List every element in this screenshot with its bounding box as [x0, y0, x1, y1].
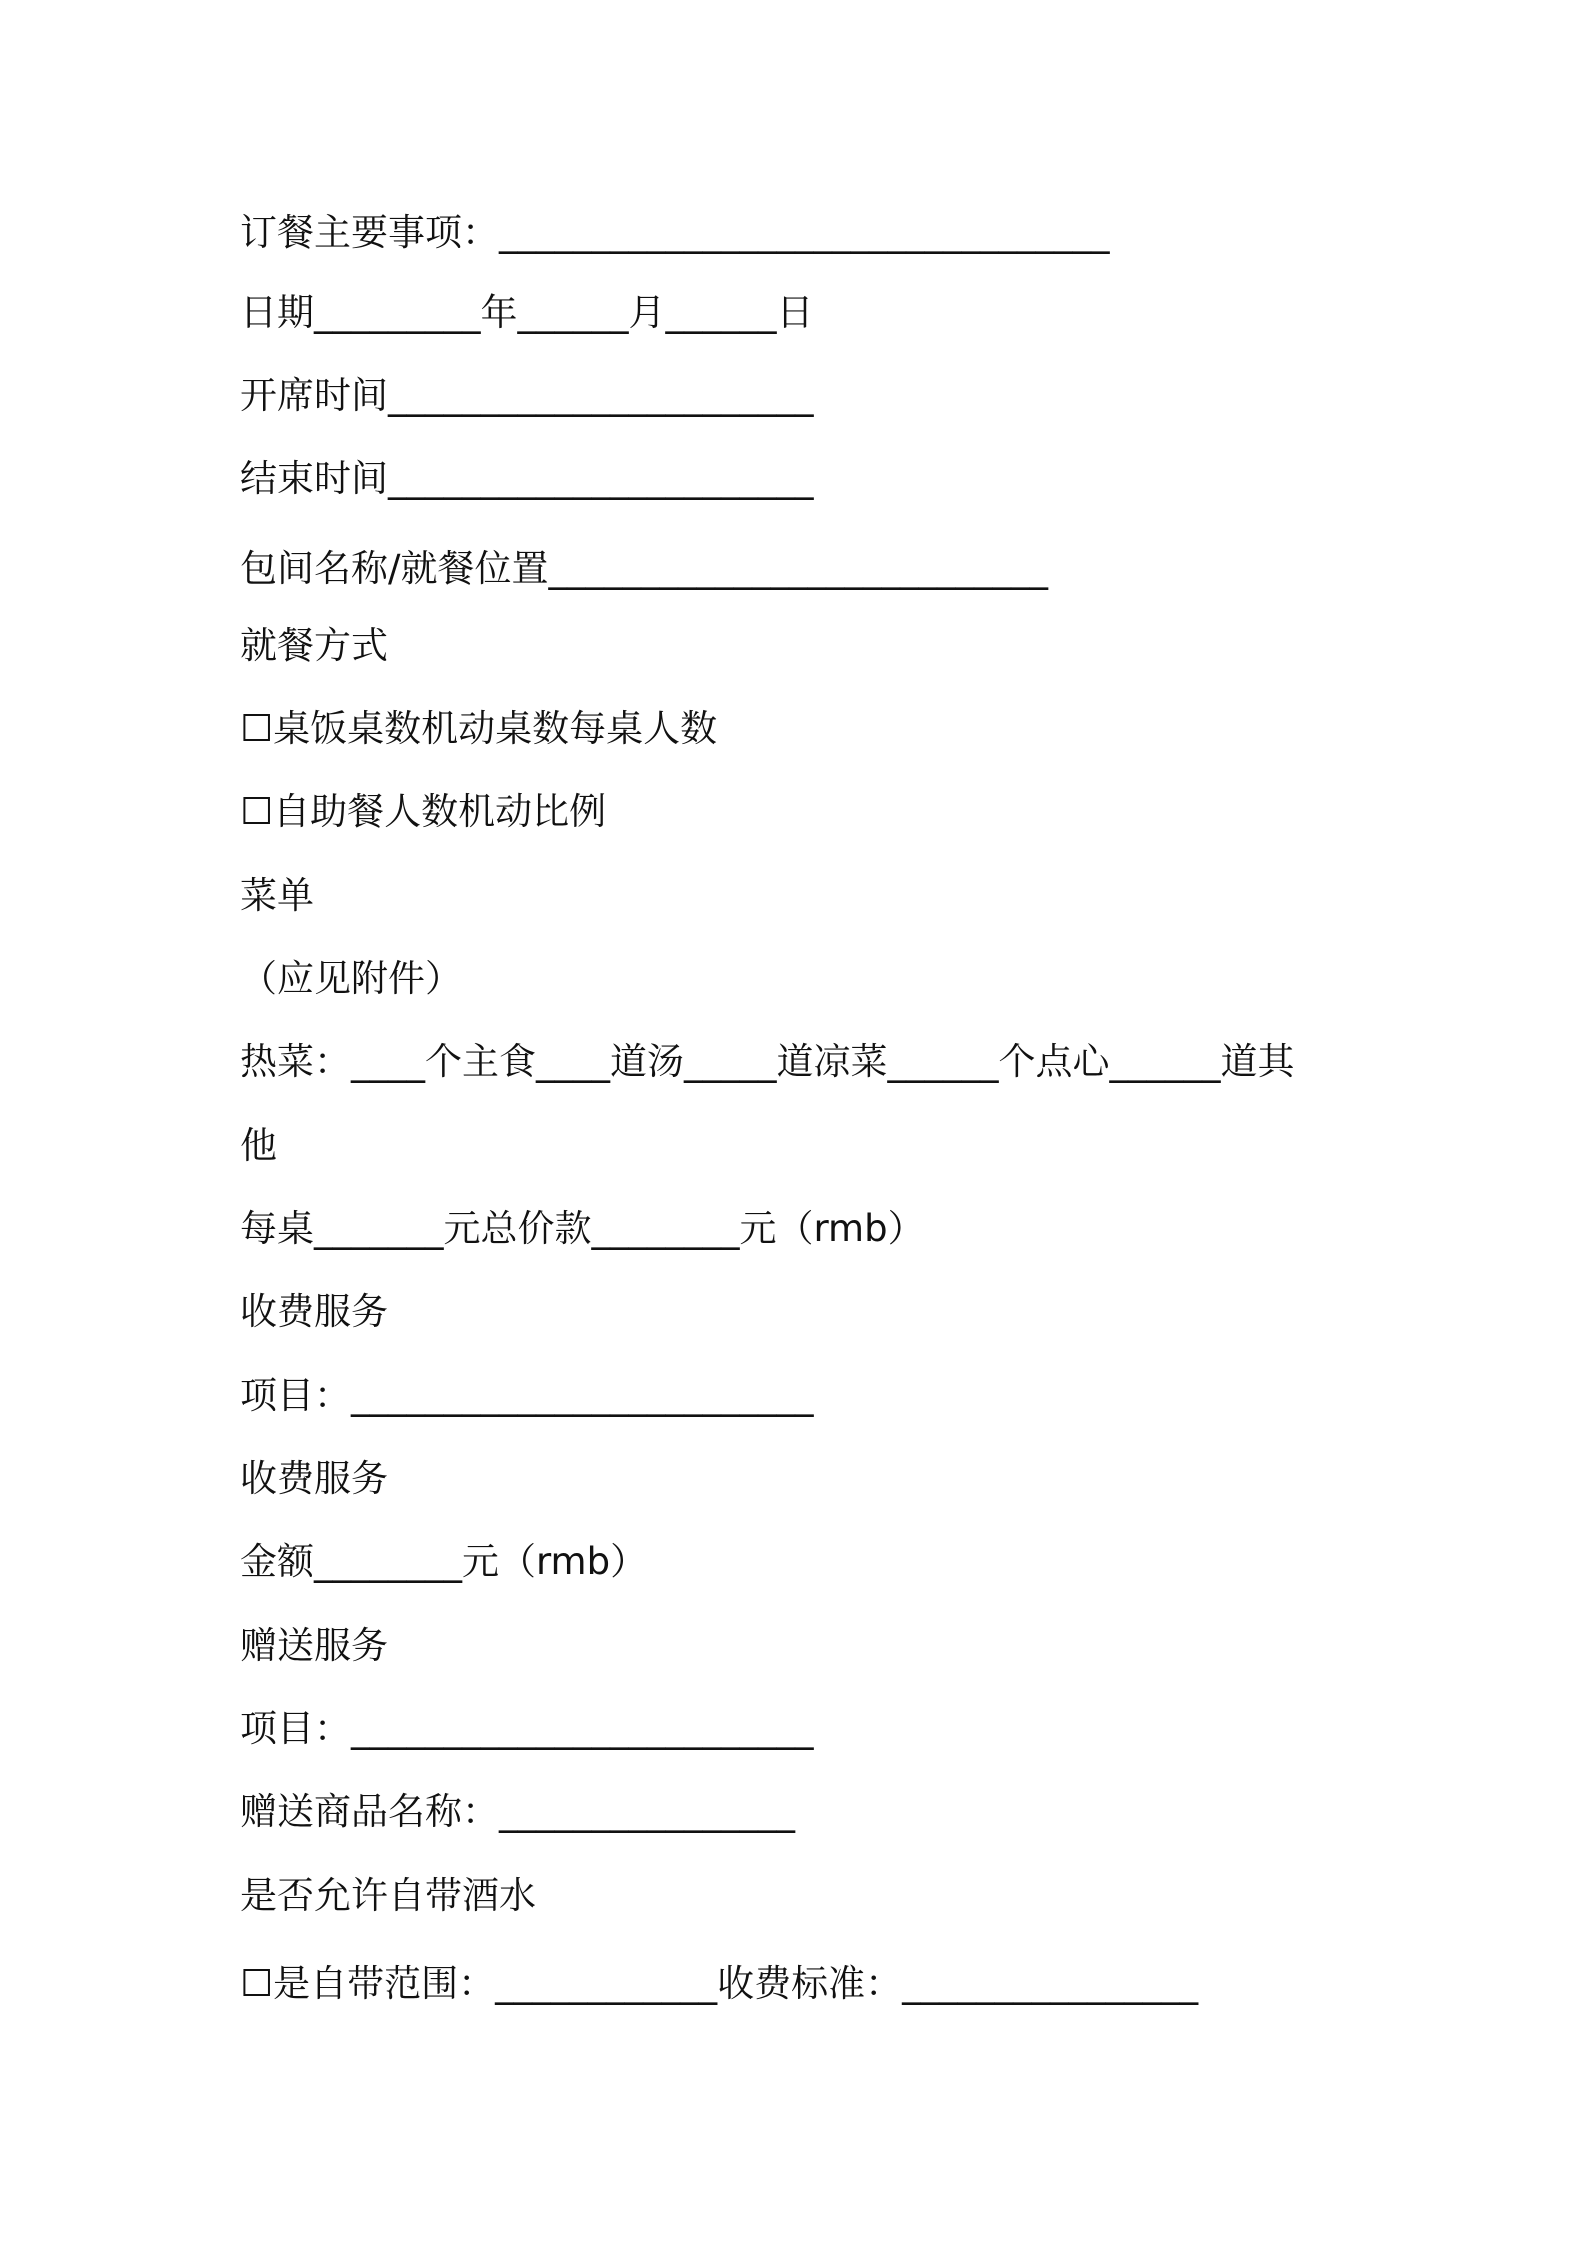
option-table-meal: ☐桌饭桌数机动桌数每桌人数: [240, 707, 718, 750]
field-price: 每桌_______元总价款________元（rmb）: [240, 1207, 925, 1250]
menu-note: （应见附件）: [240, 957, 462, 1000]
option-buffet: ☐自助餐人数机动比例: [240, 790, 607, 833]
section-paid-service-2: 收费服务: [240, 1457, 388, 1500]
field-room-name: 包间名称/就餐位置___________________________: [240, 547, 1048, 590]
field-free-item: 项目：_________________________: [240, 1707, 814, 1750]
field-paid-amount: 金额________元（rmb）: [240, 1540, 648, 1583]
section-free-service: 赠送服务: [240, 1624, 388, 1667]
section-dining-method: 就餐方式: [240, 624, 388, 667]
field-paid-item: 项目：_________________________: [240, 1374, 814, 1417]
field-date: 日期_________年______月______日: [240, 291, 814, 334]
section-paid-service: 收费服务: [240, 1290, 388, 1333]
field-gift-name: 赠送商品名称：________________: [240, 1790, 795, 1833]
option-own-drinks-yes: ☐是自带范围：____________收费标准：________________: [240, 1962, 1199, 2005]
field-start-time: 开席时间_______________________: [240, 374, 814, 417]
field-dishes-continued: 他: [240, 1124, 277, 1167]
section-own-drinks: 是否允许自带酒水: [240, 1874, 536, 1917]
field-main-items: 订餐主要事项：_________________________________: [240, 211, 1110, 254]
field-dishes: 热菜：____个主食____道汤_____道凉菜______个点心______道其: [240, 1040, 1295, 1083]
field-end-time: 结束时间_______________________: [240, 457, 814, 500]
section-menu: 菜单: [240, 874, 314, 917]
